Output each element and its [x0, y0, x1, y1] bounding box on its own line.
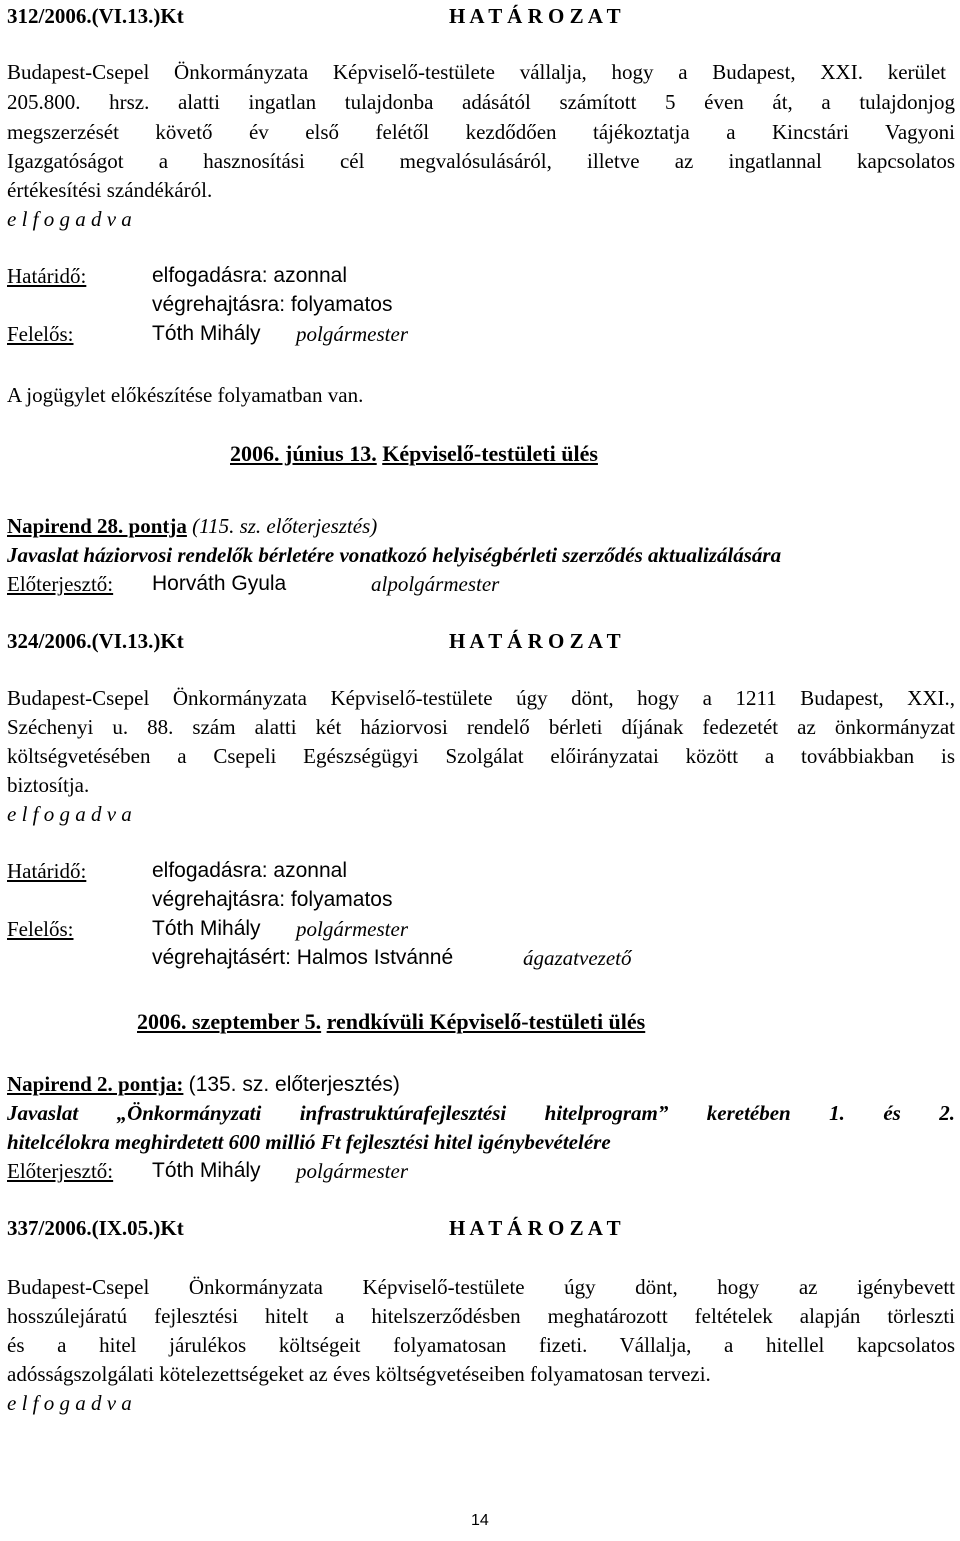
resolution-number: 312/2006.(VI.13.)Kt	[7, 4, 184, 28]
agenda-subject: hitelcélokra meghirdetett 600 millió Ft fejlesztési hitel igénybevételére	[7, 1130, 611, 1154]
meeting-heading	[230, 440, 598, 468]
body-line: értékesítési szándékáról.	[7, 178, 213, 202]
presenter-title: alpolgármester	[371, 572, 500, 596]
responsible-name: Tóth Mihály	[152, 322, 261, 345]
body-line: és a hitel járulékos költségeit folyamatosan fizeti. Vállalja, a hitellel kapcsolatos	[7, 1333, 955, 1357]
agenda-reference: (115. sz. előterjesztés)	[192, 514, 378, 538]
adopted-mark: e l f o g a d v a	[7, 802, 132, 826]
presenter-label: Előterjesztő:	[7, 1159, 114, 1183]
agenda-item: Napirend 2. pontja:	[7, 1072, 184, 1096]
deadline-execution: végrehajtásra: folyamatos	[152, 888, 393, 911]
resolution-heading: H A T Á R O Z A T	[449, 629, 621, 653]
agenda-reference: (135. sz. előterjesztés)	[188, 1073, 400, 1096]
responsible-label: Felelős:	[7, 917, 74, 941]
resolution-heading: H A T Á R O Z A T	[449, 1216, 621, 1240]
status-note: A jogügylet előkészítése folyamatban van.	[7, 383, 364, 407]
agenda-subject: Javaslat „Önkormányzati infrastruktúrafejlesztési hitelprogram” keretében 1. és 2.	[7, 1101, 955, 1125]
presenter-name: Horváth Gyula	[152, 572, 287, 595]
body-line: biztosítja.	[7, 773, 90, 797]
body-line: hosszúlejáratú fejlesztési hitelt a hitelszerződésben meghatározott feltételek alapján törleszti	[7, 1304, 955, 1328]
agenda-line	[7, 1070, 400, 1099]
adopted-mark: e l f o g a d v a	[7, 207, 132, 231]
deadline-adoption: elfogadásra: azonnal	[152, 264, 347, 287]
deadline-label: Határidő:	[7, 859, 87, 883]
body-line: Budapest-Csepel Önkormányzata Képviselő-testülete úgy dönt, hogy az igénybevett	[7, 1275, 955, 1299]
resolution-number: 324/2006.(VI.13.)Kt	[7, 629, 184, 653]
body-line: 205.800. hrsz. alatti ingatlan tulajdonba adásától számított 5 éven át, a tulajdonjog	[7, 90, 955, 114]
deadline-execution: végrehajtásra: folyamatos	[152, 293, 393, 316]
body-line: Széchenyi u. 88. szám alatti két háziorvosi rendelő bérleti díjának fedezetét az önkormányzat	[7, 715, 955, 739]
body-line: Budapest-Csepel Önkormányzata Képviselő-testülete úgy dönt, hogy a 1211 Budapest, XXI.,	[7, 686, 955, 710]
responsible-title: polgármester	[296, 917, 408, 941]
meeting-title: rendkívüli Képviselő-testületi ülés	[326, 1009, 646, 1034]
page-number: 14	[471, 1512, 489, 1529]
responsible-name: Tóth Mihály	[152, 917, 261, 940]
executor-name: végrehajtásért: Halmos Istvánné	[152, 946, 454, 969]
body-line: Igazgatóságot a hasznosítási cél megvalósulásáról, illetve az ingatlannal kapcsolatos	[7, 149, 955, 173]
deadline-label: Határidő:	[7, 264, 87, 288]
presenter-title: polgármester	[296, 1159, 408, 1183]
body-line: Budapest-Csepel Önkormányzata Képviselő-testülete vállalja, hogy a Budapest, XXI. kerület	[7, 60, 946, 84]
body-line: költségvetésében a Csepeli Egészségügyi Szolgálat előirányzatai között a továbbiakban is	[7, 744, 955, 768]
body-line: megszerzését követő év első felétől kezdődően tájékoztatja a Kincstári Vagyoni	[7, 120, 955, 144]
meeting-date: 2006. szeptember 5.	[137, 1009, 322, 1034]
agenda-item: Napirend 28. pontja	[7, 514, 187, 538]
adopted-mark: e l f o g a d v a	[7, 1391, 132, 1415]
responsible-label: Felelős:	[7, 322, 74, 346]
responsible-title: polgármester	[296, 322, 408, 346]
deadline-adoption: elfogadásra: azonnal	[152, 859, 347, 882]
presenter-name: Tóth Mihály	[152, 1159, 261, 1182]
body-line: adósságszolgálati kötelezettségeket az éves költségvetéseiben folyamatosan tervezi.	[7, 1362, 711, 1386]
meeting-title: Képviselő-testületi ülés	[382, 441, 598, 466]
resolution-number: 337/2006.(IX.05.)Kt	[7, 1216, 184, 1240]
meeting-date: 2006. június 13.	[230, 441, 377, 466]
resolution-heading: H A T Á R O Z A T	[449, 4, 621, 28]
agenda-subject: Javaslat háziorvosi rendelők bérletére vonatkozó helyiségbérleti szerződés aktualizálására	[7, 543, 782, 567]
presenter-label: Előterjesztő:	[7, 572, 114, 596]
executor-title: ágazatvezető	[523, 946, 632, 970]
agenda-line	[7, 512, 377, 540]
meeting-heading	[137, 1008, 645, 1036]
